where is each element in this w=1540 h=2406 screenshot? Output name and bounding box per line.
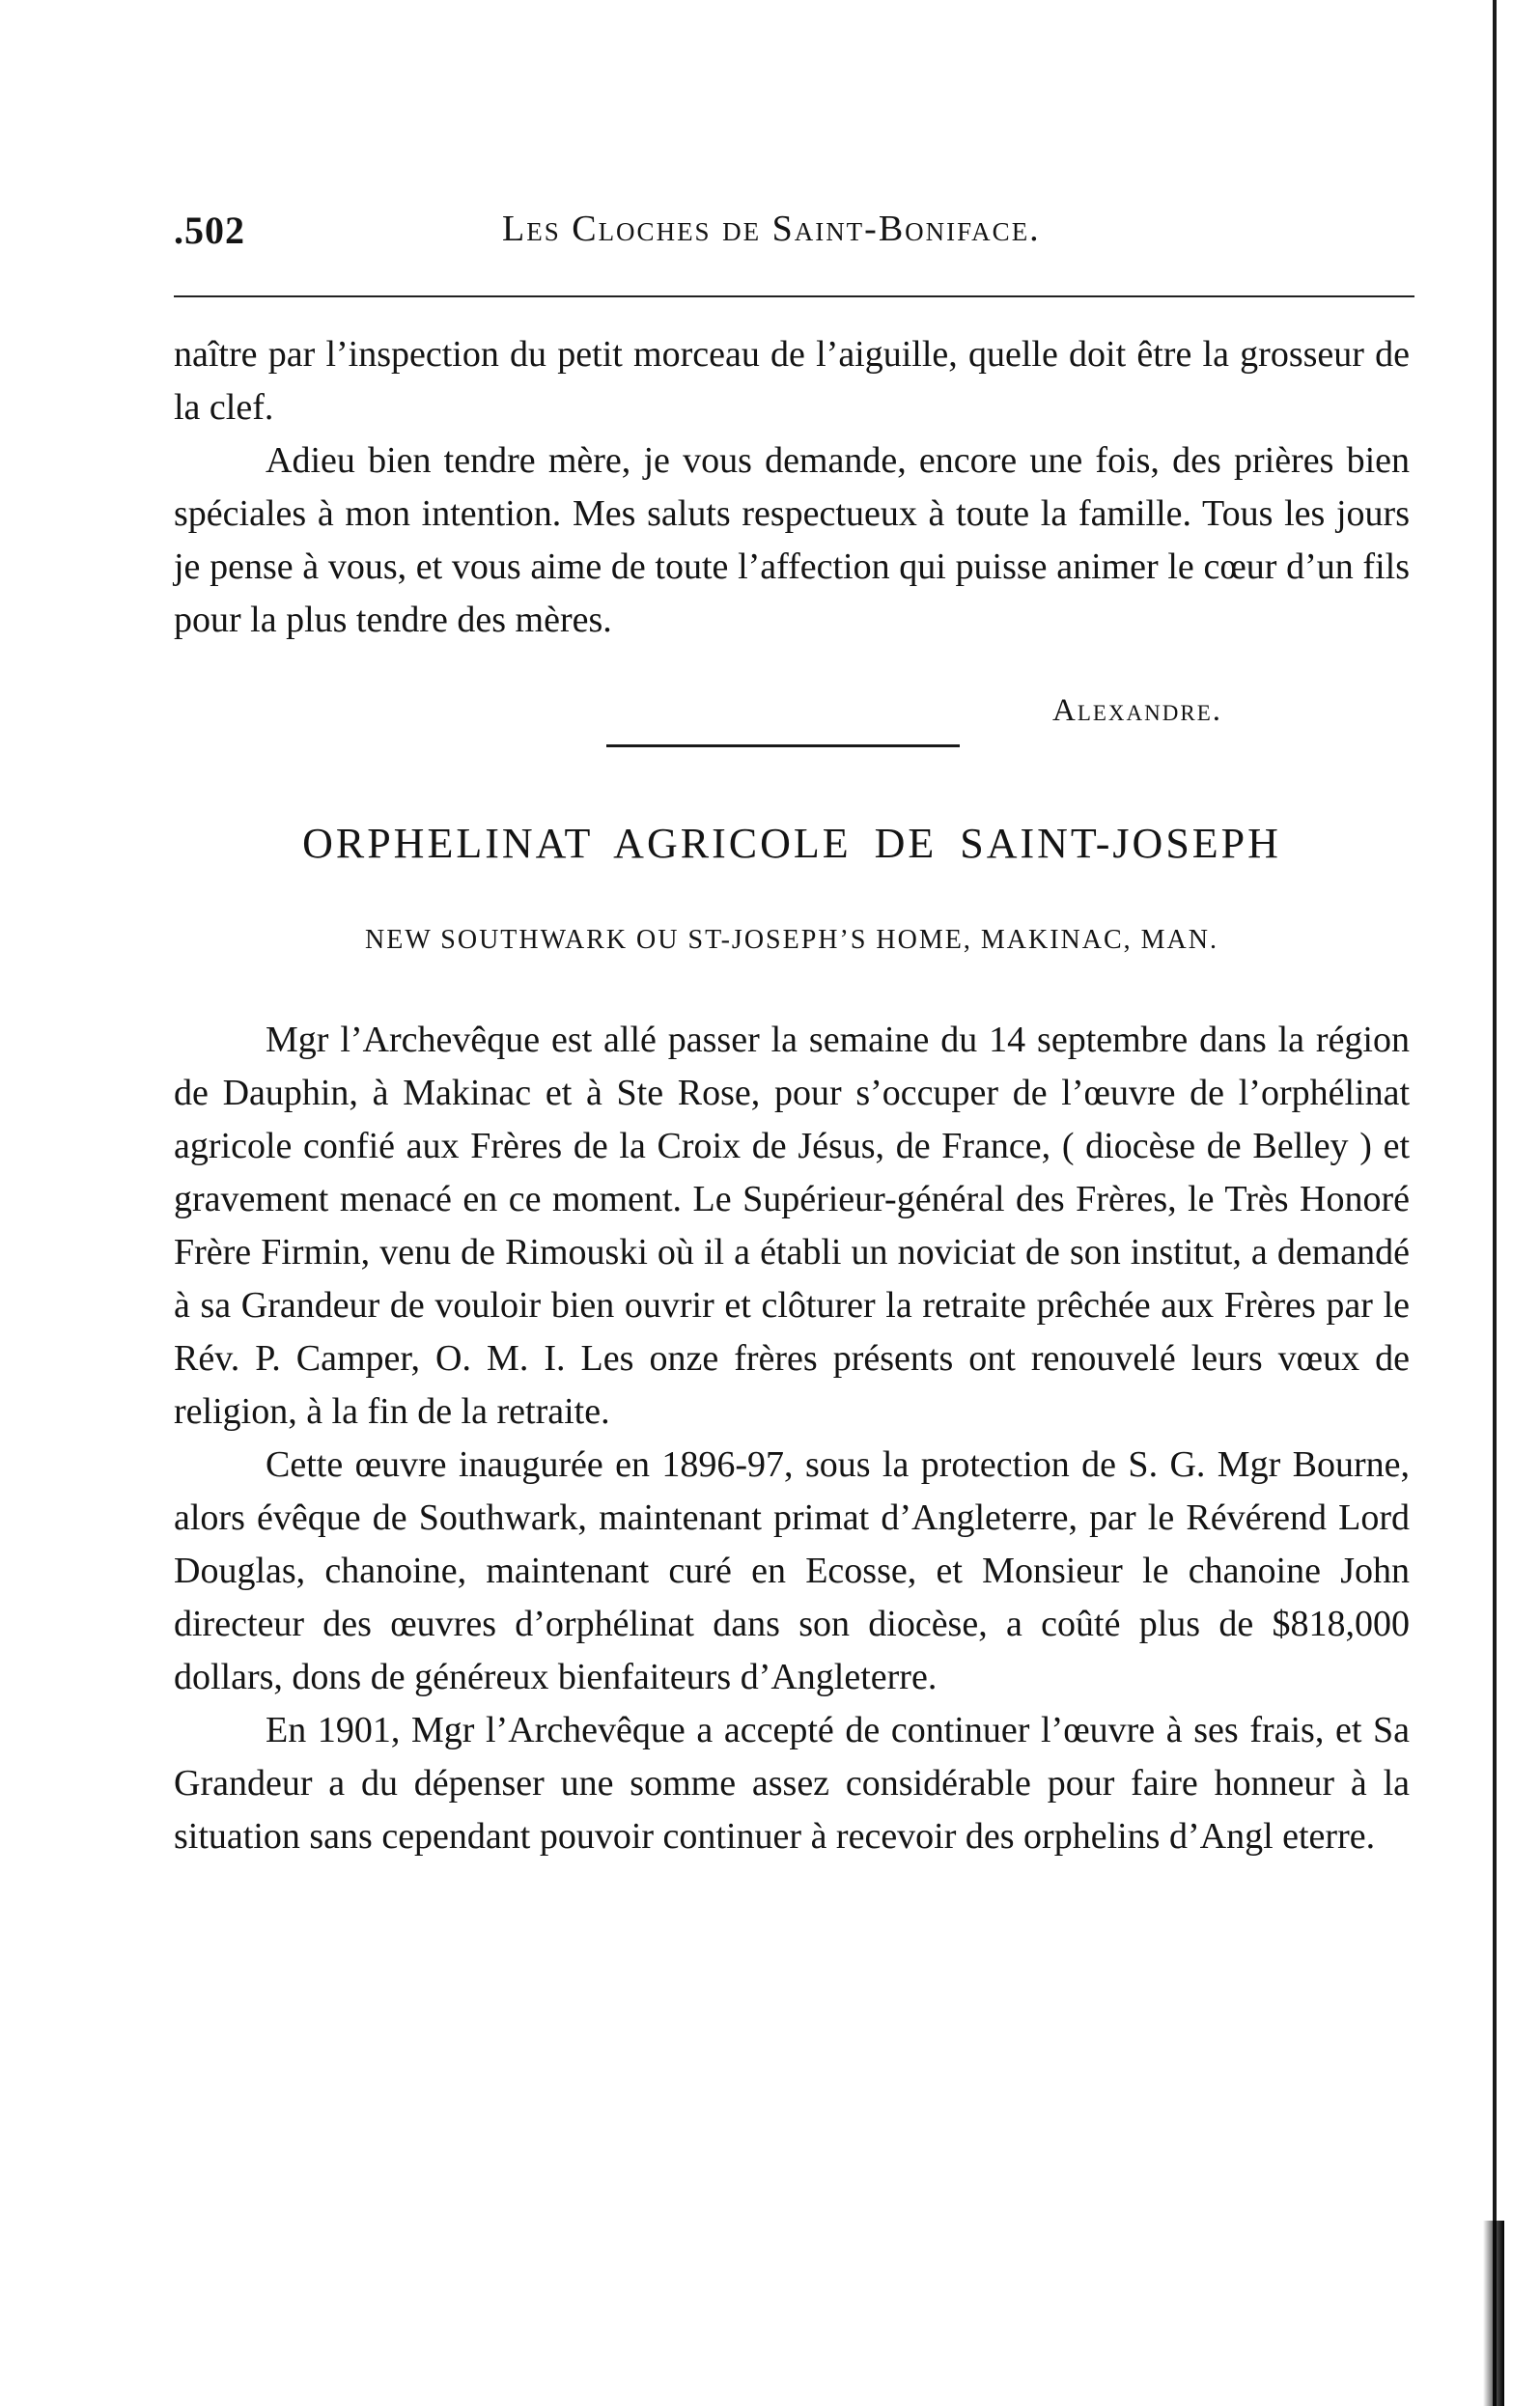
section-divider [606, 744, 960, 747]
article-subtitle: NEW SOUTHWARK OU ST-JOSEPH’S HOME, MAKINAC, MAN. [365, 925, 1218, 955]
header-rule [174, 295, 1414, 297]
letter-signature: Alexandre. [1052, 693, 1223, 728]
page-number: .502 [174, 209, 245, 252]
letter-paragraph: naître par l’inspection du petit morceau de l’aiguille, quelle doit être la grosseur de la clef. [174, 334, 1410, 428]
page-edge-shadow [1483, 2221, 1504, 2406]
page-edge-line [1493, 0, 1497, 2406]
article-paragraph: Mgr l’Archevêque est allé passer la semaine du 14 septembre dans la région de Dauphin, à Makinac et à Ste Rose, pour s’occuper de l’œuvre de l’orphélinat agricole confié aux Frères de la Croix de Jésus, de France, ( diocèse de Belley ) et gravement menacé en ce moment. Le Supérieur-général des Frères, le Très Honoré Frère Firmin, venu de Rimouski où il a établi un noviciat de son institut, a demandé à sa Grandeur de vouloir bien ouvrir et clôturer la retraite prêchée aux Frères par le Rév. P. Camper, O. M. I. Les onze frères présents ont renouvelé leurs vœux de religion, à la fin de la retraite. [174, 1020, 1410, 1432]
article-title: ORPHELINAT AGRICOLE DE SAINT-JOSEPH [302, 820, 1281, 867]
letter-paragraph: Adieu bien tendre mère, je vous demande, encore une fois, des prières bien spéciales à mon intention. Mes saluts respectueux à toute la famille. Tous les jours je pense à vous, et vous aime de toute l’affection qui puisse animer le cœur d’un fils pour la plus tendre des mères. [174, 440, 1410, 640]
letter-text [174, 328, 1410, 647]
running-title: Les Cloches de Saint-Boniface. [502, 209, 1041, 249]
article-text [174, 1014, 1410, 1863]
article-paragraph: En 1901, Mgr l’Archevêque a accepté de continuer l’œuvre à ses frais, et Sa Grandeur a du dépenser une somme assez considérable pour faire honneur à la situation sans cependant pouvoir continuer à recevoir des orphelins d’Angl eterre. [174, 1710, 1410, 1857]
article-paragraph: Cette œuvre inaugurée en 1896-97, sous la protection de S. G. Mgr Bourne, alors évêque de Southwark, maintenant primat d’Angleterre, par le Révérend Lord Douglas, chanoine, maintenant curé en Ecosse, et Monsieur le chanoine John directeur des œuvres d’orphélinat dans son diocèse, a coûté plus de $818,000 dollars, dons de généreux bienfaiteurs d’Angleterre. [174, 1444, 1410, 1697]
page-header [174, 208, 1410, 266]
